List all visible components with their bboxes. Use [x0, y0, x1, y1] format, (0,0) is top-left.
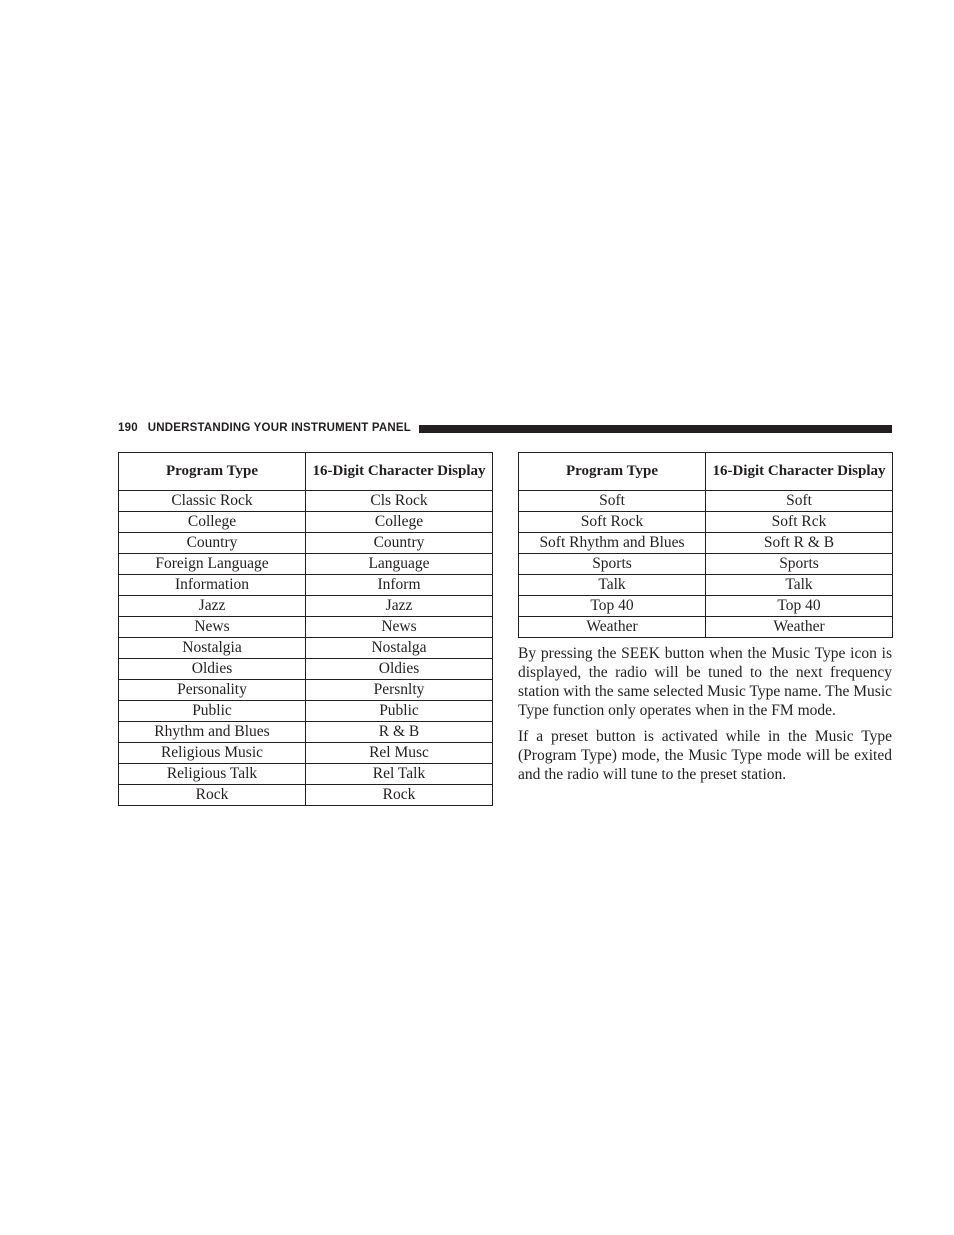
table-row — [519, 533, 893, 554]
table-row — [519, 554, 893, 575]
column-header-display: 16-Digit Character Display — [706, 453, 893, 491]
program-type-cell: Personality — [119, 680, 306, 701]
display-text-cell: Persnlty — [306, 680, 493, 701]
table-row — [119, 764, 493, 785]
display-text-cell: Oldies — [306, 659, 493, 680]
program-type-cell: Weather — [519, 617, 706, 638]
page-header — [118, 419, 892, 437]
table-row — [119, 554, 493, 575]
program-type-cell: Rock — [119, 785, 306, 806]
header-rule — [419, 425, 892, 433]
program-type-cell: Religious Talk — [119, 764, 306, 785]
program-type-cell: Sports — [519, 554, 706, 575]
program-type-cell: Classic Rock — [119, 491, 306, 512]
display-text-cell: Weather — [706, 617, 893, 638]
program-type-cell: Soft Rhythm and Blues — [519, 533, 706, 554]
display-text-cell: Nostalga — [306, 638, 493, 659]
display-text-cell: Cls Rock — [306, 491, 493, 512]
table-row — [119, 722, 493, 743]
section-title: UNDERSTANDING YOUR INSTRUMENT PANEL — [147, 422, 411, 434]
display-text-cell: Soft — [706, 491, 893, 512]
display-text-cell: Country — [306, 533, 493, 554]
program-type-cell: Religious Music — [119, 743, 306, 764]
program-type-cell: College — [119, 512, 306, 533]
program-type-table-right — [518, 452, 893, 638]
table-row — [119, 701, 493, 722]
display-text-cell: R & B — [306, 722, 493, 743]
table-row — [519, 491, 893, 512]
program-type-cell: Oldies — [119, 659, 306, 680]
display-text-cell: Soft Rck — [706, 512, 893, 533]
table-header-row — [519, 453, 893, 491]
table-row — [119, 491, 493, 512]
table-row — [119, 638, 493, 659]
program-type-cell: Rhythm and Blues — [119, 722, 306, 743]
table-row — [119, 659, 493, 680]
page-number: 190 — [118, 422, 138, 434]
program-type-cell: Public — [119, 701, 306, 722]
program-type-cell: Jazz — [119, 596, 306, 617]
display-text-cell: Sports — [706, 554, 893, 575]
column-header-program-type: Program Type — [519, 453, 706, 491]
program-type-cell: Soft — [519, 491, 706, 512]
display-text-cell: Rock — [306, 785, 493, 806]
program-type-cell: Foreign Language — [119, 554, 306, 575]
table-row — [119, 596, 493, 617]
table-row — [119, 785, 493, 806]
program-type-cell: Nostalgia — [119, 638, 306, 659]
table-header-row — [119, 453, 493, 491]
preset-paragraph: If a preset button is activated while in the Music Type (Program Type) mode, the Music Type mode will be exited and the radio will tune to the preset station. — [518, 728, 892, 783]
table-row — [119, 617, 493, 638]
program-type-cell: Talk — [519, 575, 706, 596]
display-text-cell: Talk — [706, 575, 893, 596]
program-type-cell: Top 40 — [519, 596, 706, 617]
display-text-cell: Jazz — [306, 596, 493, 617]
display-text-cell: Top 40 — [706, 596, 893, 617]
program-type-cell: Information — [119, 575, 306, 596]
display-text-cell: Public — [306, 701, 493, 722]
table-row — [119, 533, 493, 554]
table-row — [519, 617, 893, 638]
table-row — [119, 743, 493, 764]
table-row — [119, 512, 493, 533]
program-type-cell: Country — [119, 533, 306, 554]
display-text-cell: College — [306, 512, 493, 533]
display-text-cell: Inform — [306, 575, 493, 596]
table-row — [519, 596, 893, 617]
display-text-cell: News — [306, 617, 493, 638]
program-type-cell: Soft Rock — [519, 512, 706, 533]
display-text-cell: Language — [306, 554, 493, 575]
display-text-cell: Soft R & B — [706, 533, 893, 554]
display-text-cell: Rel Talk — [306, 764, 493, 785]
table-row — [519, 512, 893, 533]
column-header-program-type: Program Type — [119, 453, 306, 491]
display-text-cell: Rel Musc — [306, 743, 493, 764]
table-row — [519, 575, 893, 596]
column-header-display: 16-Digit Character Display — [306, 453, 493, 491]
table-row — [119, 680, 493, 701]
seek-paragraph: By pressing the SEEK button when the Music Type icon is displayed, the radio will be tuned to the next frequency station with the same selected Music Type name. The Music Type function only operates when in the FM mode. — [518, 645, 892, 719]
table-row — [119, 575, 493, 596]
program-type-table-left — [118, 452, 493, 806]
program-type-cell: News — [119, 617, 306, 638]
